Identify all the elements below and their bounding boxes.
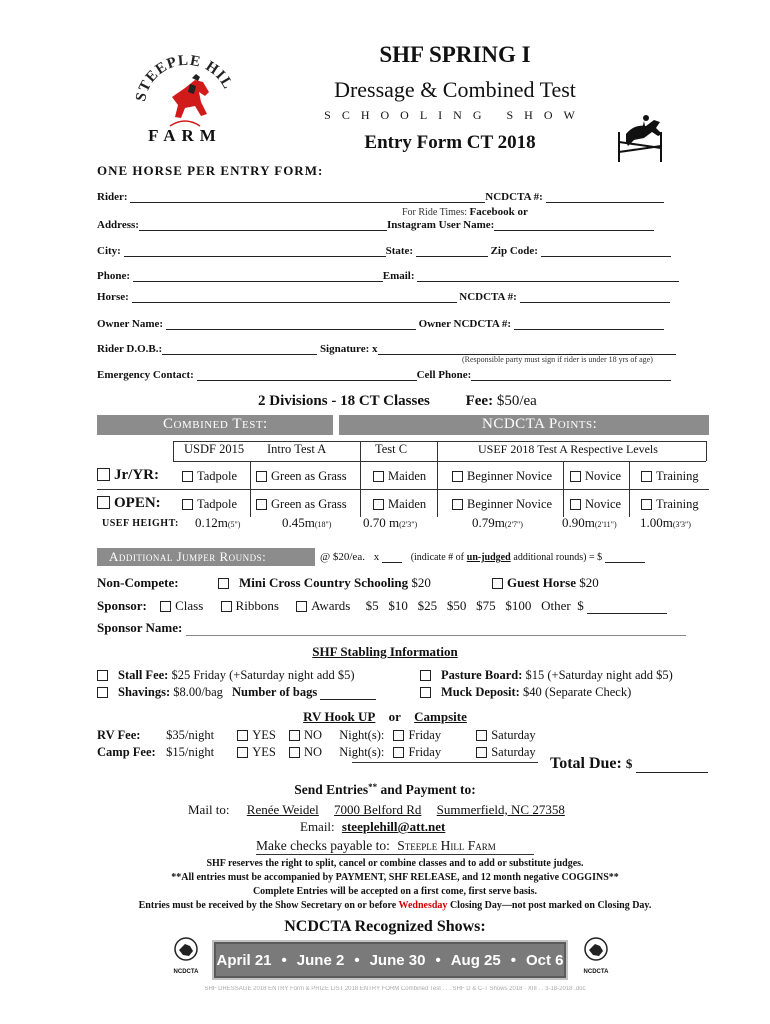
cell-field[interactable] xyxy=(471,368,671,381)
ride-times-note xyxy=(402,206,528,218)
height-4-ft: (2'11") xyxy=(594,520,617,529)
sponsor-label: Sponsor: xyxy=(97,598,147,613)
rv-yes[interactable] xyxy=(237,728,276,742)
jr-beginner-novice[interactable] xyxy=(452,469,552,484)
sponsor-name-field[interactable] xyxy=(186,623,686,636)
camp-fee-label: Camp Fee: xyxy=(97,745,156,759)
pasture-label: Pasture Board: xyxy=(441,668,523,682)
rule-3: Complete Entries will be accepted on a first come, first serve basis. xyxy=(252,886,538,897)
mail-to-line xyxy=(188,802,565,818)
email-contact-label: Email: xyxy=(300,819,335,834)
sponsor-class[interactable] xyxy=(160,598,203,613)
ncdcta-badge-left xyxy=(168,936,204,976)
jumper-x: x xyxy=(373,551,380,563)
one-horse-note: ONE HORSE PER ENTRY FORM: xyxy=(97,163,324,178)
email-label: Email: xyxy=(382,270,415,282)
usef-height-label: USEF HEIGHT: xyxy=(102,518,179,529)
jr-bn-label: Beginner Novice xyxy=(467,469,553,483)
rv-or: or xyxy=(388,709,401,724)
height-0-m: 0.12m xyxy=(195,515,228,530)
height-2-m: 0.70 m xyxy=(363,515,400,530)
ncdcta-points-banner xyxy=(339,415,709,435)
guest-horse-price: $20 xyxy=(579,575,599,590)
owner-row xyxy=(97,317,664,330)
open-green-label: Green as Grass xyxy=(271,497,347,511)
open-training-label: Training xyxy=(656,497,699,511)
send-entries-text: Send Entries xyxy=(294,782,369,797)
ncdcta-badge-right-text: NCDCTA xyxy=(583,969,609,975)
steeple-hill-logo xyxy=(130,40,240,150)
open-maiden-label: Maiden xyxy=(388,497,427,511)
dob-field[interactable] xyxy=(162,342,317,355)
camp-saturday[interactable] xyxy=(476,745,535,759)
email-line xyxy=(300,819,445,835)
stall-fee-text: $25 Friday (+Saturday night add $5) xyxy=(171,668,355,682)
show-date-2: June 2 xyxy=(296,951,345,969)
height-3-m: 0.79m xyxy=(472,515,505,530)
sponsor-ribbons-label: Ribbons xyxy=(235,598,279,613)
rule-1: SHF reserves the right to split, cancel or combine classes and to add or substitute judges. xyxy=(206,858,584,869)
show-date-3: June 30 xyxy=(369,951,426,969)
emergency-row xyxy=(97,368,671,381)
logo-farm-text: FARM xyxy=(148,126,222,145)
ncdcta-badge-left-text: NCDCTA xyxy=(173,969,199,975)
checks-to: Steeple Hill Farm xyxy=(397,838,496,853)
jumper-total-field[interactable] xyxy=(605,550,645,563)
bags-field[interactable] xyxy=(320,687,376,700)
sponsor-name-label: Sponsor Name: xyxy=(97,620,183,635)
height-1-m: 0.45m xyxy=(282,515,315,530)
divisions-line xyxy=(258,393,537,410)
height-5-m: 1.00m xyxy=(640,515,673,530)
open-training[interactable] xyxy=(641,497,699,512)
sponsor-class-label: Class xyxy=(175,598,204,613)
shavings-option[interactable] xyxy=(97,685,376,700)
ncdcta-field[interactable] xyxy=(546,190,664,203)
height-1-ft: (18") xyxy=(314,520,332,529)
rider-row xyxy=(97,190,664,203)
email-field[interactable] xyxy=(417,269,679,282)
height-0-ft: (5") xyxy=(227,520,241,529)
rv-row xyxy=(97,728,536,743)
jumper-rounds-line xyxy=(320,550,645,563)
mail-to-label: Mail to: xyxy=(188,802,230,817)
jr-green-label: Green as Grass xyxy=(271,469,347,483)
sponsor-name-row xyxy=(97,620,686,636)
pasture-text: $15 (+Saturday night add $5) xyxy=(525,668,673,682)
camp-no-label: NO xyxy=(304,745,323,759)
combined-test-banner xyxy=(97,415,333,435)
bags-label: Number of bags xyxy=(232,685,318,699)
open-bn-label: Beginner Novice xyxy=(467,497,553,511)
sponsor-row xyxy=(97,598,667,614)
rider-label: Rider: xyxy=(97,191,128,203)
horse-label: Horse: xyxy=(97,291,129,303)
jr-novice[interactable] xyxy=(570,469,621,484)
open-maiden[interactable] xyxy=(373,497,426,512)
camp-row xyxy=(97,745,536,760)
checks-line xyxy=(256,838,496,854)
jumper-rounds-label: Additional Jumper Rounds: xyxy=(109,549,267,564)
logo-arc-text: STEEPLE HIL xyxy=(133,52,236,103)
ride-times-label: For Ride Times: xyxy=(402,207,468,218)
open-beginner-novice[interactable] xyxy=(452,497,552,512)
sponsor-awards[interactable] xyxy=(296,598,350,613)
emergency-label: Emergency Contact: xyxy=(97,369,194,381)
jr-tadpole[interactable] xyxy=(182,469,237,484)
muck-text: $40 (Separate Check) xyxy=(522,685,632,699)
deadline-pre: Entries must be received by the Show Secretary on or before xyxy=(138,900,399,911)
emergency-field[interactable] xyxy=(197,368,417,381)
camp-saturday-label: Saturday xyxy=(491,745,536,759)
signature-field[interactable] xyxy=(378,342,676,355)
camp-no[interactable] xyxy=(289,745,322,759)
show-dates-banner: April 21 • June 2 • June 30 • Aug 25 • Oct 6 xyxy=(212,940,568,980)
horse-jumper-icon xyxy=(612,112,674,164)
total-due-field[interactable] xyxy=(636,760,708,773)
rule-2: **All entries must be accompanied by PAYMENT, SHF RELEASE, and 12 month negative COGGINS** xyxy=(171,872,619,883)
page-subtitle: Dressage & Combined Test xyxy=(334,77,576,102)
entry-form-title: Entry Form CT 2018 xyxy=(364,132,536,153)
rv-title xyxy=(240,709,530,725)
jumper-price: @ $20/ea. xyxy=(320,551,365,563)
owner-ncdcta-label: Owner NCDCTA #: xyxy=(418,318,512,330)
height-bn xyxy=(472,515,523,531)
send-entries-stars: ** xyxy=(368,782,378,792)
jr-green-as-grass[interactable] xyxy=(256,469,347,484)
show-date-4: Aug 25 xyxy=(450,951,501,969)
total-due-label: Total Due: xyxy=(550,755,622,772)
stabling-title: SHF Stabling Information xyxy=(312,644,458,659)
instagram-label: Instagram User Name: xyxy=(386,219,495,231)
jr-training-label: Training xyxy=(656,469,699,483)
sponsor-amounts: $5 $10 $25 $50 $75 $100 Other $ xyxy=(365,598,584,613)
jr-yr-option[interactable] xyxy=(97,467,159,484)
fee-value: $50/ea xyxy=(496,393,537,409)
jumper-additional: additional rounds) = $ xyxy=(513,552,603,563)
guest-horse-label: Guest Horse xyxy=(507,575,576,590)
responsible-note: (Responsible party must sign if rider is under 18 yrs of age) xyxy=(462,355,653,364)
rv-title-label: RV Hook UP xyxy=(303,709,376,724)
pasture-option[interactable] xyxy=(420,668,673,683)
city-label: City: xyxy=(97,245,121,257)
mail-city: Summerfield, NC 27358 xyxy=(436,802,565,817)
guest-horse-option[interactable] xyxy=(492,575,599,591)
shavings-label: Shavings: xyxy=(118,685,171,699)
zip-label: Zip Code: xyxy=(490,245,538,257)
open-tadpole[interactable] xyxy=(182,497,237,512)
jumper-rounds-banner xyxy=(97,548,315,566)
rv-yes-label: YES xyxy=(252,728,276,742)
stall-fee-label: Stall Fee: xyxy=(118,668,169,682)
camp-friday[interactable] xyxy=(393,745,441,759)
muck-label: Muck Deposit: xyxy=(441,685,520,699)
header-usdf: USDF 2015 xyxy=(184,442,245,456)
open-label: OPEN: xyxy=(114,495,161,511)
height-5-ft: (3'3") xyxy=(672,520,691,529)
rv-saturday-label: Saturday xyxy=(491,728,536,742)
mail-name: Renée Weidel xyxy=(246,802,319,817)
camp-nights-label: Night(s): xyxy=(339,745,385,759)
divisions-text: 2 Divisions - 18 CT Classes xyxy=(258,393,430,409)
jr-maiden-label: Maiden xyxy=(388,469,427,483)
mini-xc-price: $20 xyxy=(411,575,431,590)
rv-friday-label: Friday xyxy=(408,728,442,742)
height-4-m: 0.90m xyxy=(562,515,595,530)
checks-label: Make checks payable to: xyxy=(256,838,390,853)
rider-field[interactable] xyxy=(130,190,485,203)
horse-field[interactable] xyxy=(132,290,457,303)
jumper-count-field[interactable] xyxy=(382,550,402,563)
camp-friday-label: Friday xyxy=(408,745,442,759)
ride-times-bold: Facebook or xyxy=(469,206,528,218)
rv-divider xyxy=(352,762,538,763)
rv-fee-label: RV Fee: xyxy=(97,728,141,742)
state-label: State: xyxy=(385,245,414,257)
deadline-rule xyxy=(95,900,695,911)
horse-ncdcta-field[interactable] xyxy=(520,290,670,303)
deadline-post: Closing Day—not post marked on Closing Day. xyxy=(447,900,652,911)
jr-maiden[interactable] xyxy=(373,469,426,484)
address-label: Address: xyxy=(97,219,139,231)
rv-no-label: NO xyxy=(304,728,323,742)
header-test-c: Test C xyxy=(375,442,408,456)
stall-fee-option[interactable] xyxy=(97,668,355,683)
height-tadpole xyxy=(195,515,240,531)
header-intro-test: Intro Test A xyxy=(267,442,327,456)
rv-nights-label: Night(s): xyxy=(339,728,385,742)
owner-field[interactable] xyxy=(166,317,416,330)
page-title: SHF SPRING I xyxy=(379,42,531,67)
jr-yr-label: Jr/YR: xyxy=(114,467,159,483)
horse-row xyxy=(97,290,670,303)
phone-label: Phone: xyxy=(97,270,130,282)
jr-novice-label: Novice xyxy=(585,469,622,483)
checks-underline xyxy=(256,854,534,855)
rv-friday[interactable] xyxy=(393,728,441,742)
total-due xyxy=(550,755,708,773)
mini-xc-label: Mini Cross Country Schooling xyxy=(239,575,409,590)
phone-row xyxy=(97,269,679,282)
open-green-as-grass[interactable] xyxy=(256,497,347,512)
height-maiden xyxy=(363,515,417,531)
ncdcta-points-label: NCDCTA Points: xyxy=(482,416,598,432)
noncompete-label: Non-Compete: xyxy=(97,575,179,590)
jr-training[interactable] xyxy=(641,469,699,484)
schooling-show: SCHOOLING SHOW xyxy=(324,108,586,122)
jumper-indicate: (indicate # of xyxy=(410,552,465,563)
horse-ncdcta-label: NCDCTA #: xyxy=(459,291,517,303)
open-novice[interactable] xyxy=(570,497,621,512)
rv-no[interactable] xyxy=(289,728,322,742)
header-usef: USEF 2018 Test A Respective Levels xyxy=(478,442,658,456)
jr-tadpole-label: Tadpole xyxy=(197,469,238,483)
city-field[interactable] xyxy=(124,244,386,257)
owner-label: Owner Name: xyxy=(97,318,164,330)
signature-label: Signature: xyxy=(319,343,370,355)
sponsor-other-field[interactable] xyxy=(587,601,667,614)
open-novice-label: Novice xyxy=(585,497,622,511)
total-due-symbol: $ xyxy=(625,756,633,771)
footer-note: SHF DRESSAGE 2018 ENTRY Form & PRIZE LIST 2018 ENTRY FORM Combined Test . . . SHF D & C-T Shows 2018 · XIII . . 3-18-2018 .doc xyxy=(204,986,586,992)
phone-field[interactable] xyxy=(133,269,383,282)
height-green xyxy=(282,515,331,531)
recognized-title: NCDCTA Recognized Shows: xyxy=(284,918,486,935)
combined-test-label: Combined Test: xyxy=(163,416,268,432)
show-date-5: Oct 6 xyxy=(526,951,564,969)
rv-saturday[interactable] xyxy=(476,728,535,742)
mini-xc-option[interactable] xyxy=(218,575,431,591)
campsite-title-label: Campsite xyxy=(414,709,467,724)
city-row xyxy=(97,244,671,257)
address-field[interactable] xyxy=(139,218,387,231)
deadline-day: Wednesday xyxy=(398,900,448,911)
rv-price: $35/night xyxy=(166,728,215,742)
state-field[interactable] xyxy=(416,244,488,257)
dob-row xyxy=(97,342,676,355)
height-3-ft: (2'7") xyxy=(504,520,523,529)
muck-option[interactable] xyxy=(420,685,631,700)
instagram-field[interactable] xyxy=(494,218,654,231)
send-entries-end: and Payment to: xyxy=(377,782,476,797)
height-2-ft: (2'3") xyxy=(399,520,418,529)
camp-price: $15/night xyxy=(166,745,215,759)
owner-ncdcta-field[interactable] xyxy=(514,317,664,330)
email-link[interactable]: steeplehill@att.net xyxy=(341,819,446,834)
zip-field[interactable] xyxy=(541,244,671,257)
send-entries-title xyxy=(240,782,530,798)
shavings-text: $8.00/bag xyxy=(173,685,223,699)
sponsor-awards-label: Awards xyxy=(311,598,351,613)
open-option[interactable] xyxy=(97,495,161,512)
height-training xyxy=(640,515,691,531)
dob-label: Rider D.O.B.: xyxy=(97,343,163,355)
signature-x: x xyxy=(372,343,378,355)
camp-yes-label: YES xyxy=(252,745,276,759)
open-tadpole-label: Tadpole xyxy=(197,497,238,511)
height-novice xyxy=(562,515,617,531)
jumper-unjudged: un-judged xyxy=(466,552,511,563)
show-date-1: April 21 xyxy=(216,951,272,969)
ncdcta-badge-right xyxy=(578,936,614,976)
cell-label: Cell Phone: xyxy=(416,369,472,381)
sponsor-ribbons[interactable] xyxy=(221,598,279,613)
fee-label: Fee: xyxy=(465,393,494,409)
mail-address: 7000 Belford Rd xyxy=(334,802,422,817)
address-row xyxy=(97,218,654,231)
ncdcta-label: NCDCTA #: xyxy=(485,191,543,203)
camp-yes[interactable] xyxy=(237,745,276,759)
